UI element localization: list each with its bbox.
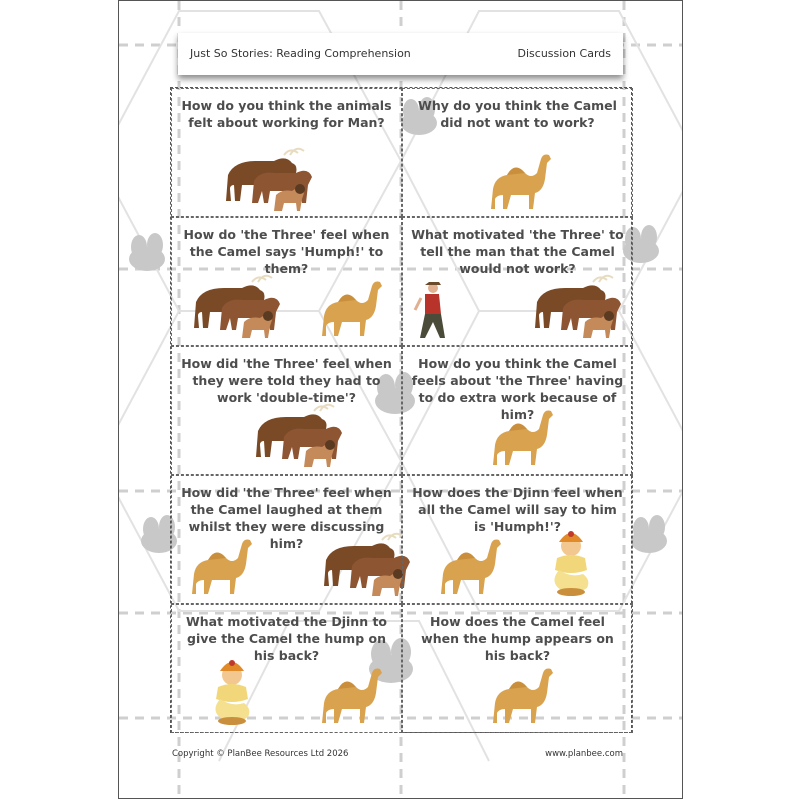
camel-icon	[483, 407, 555, 469]
card-question: How do 'the Three' feel when the Camel says 'Humph!' to them?	[183, 227, 390, 276]
footer-copyright: Copyright © PlanBee Resources Ltd 2026	[172, 749, 349, 759]
header-subtitle: Discussion Cards	[517, 47, 611, 60]
worksheet-header	[178, 33, 623, 75]
card-question: What motivated the Djinn to give the Camel the hump on his back?	[185, 614, 388, 663]
discussion-card	[171, 475, 402, 604]
camel-icon	[182, 536, 254, 598]
ox-horse-dog-icon	[242, 395, 346, 469]
discussion-card	[171, 88, 402, 217]
card-question: How does the Camel feel when the hump appears on his back?	[421, 614, 614, 663]
ox-horse-dog-icon	[521, 266, 625, 340]
djinn-icon	[541, 530, 601, 598]
discussion-card	[402, 88, 633, 217]
card-question: What motivated 'the Three' to tell the man that the Camel would not work?	[411, 227, 624, 276]
card-question: How did 'the Three' feel when they were told they had to work 'double-time'?	[181, 356, 392, 405]
discussion-card	[402, 475, 633, 604]
ox-horse-dog-icon	[310, 524, 414, 598]
discussion-card	[171, 217, 402, 346]
discussion-card	[402, 604, 633, 733]
discussion-card	[402, 217, 633, 346]
ox-horse-dog-icon	[212, 139, 316, 213]
discussion-card-grid	[170, 87, 632, 733]
footer-website: www.planbee.com	[545, 749, 623, 759]
discussion-card	[171, 604, 402, 733]
camel-icon	[312, 665, 384, 727]
ox-horse-dog-icon	[180, 266, 284, 340]
header-title: Just So Stories: Reading Comprehension	[190, 47, 411, 60]
discussion-card	[402, 346, 633, 475]
camel-icon	[483, 665, 555, 727]
discussion-card	[171, 346, 402, 475]
card-question: Why do you think the Camel did not want to work?	[418, 98, 617, 130]
card-question: How does the Djinn feel when all the Camel will say to him is 'Humph!'?	[412, 485, 623, 534]
camel-icon	[312, 278, 384, 340]
camel-icon	[481, 151, 553, 213]
worksheet-page	[118, 0, 683, 799]
card-question: How do you think the Camel feels about 'the Three' having to do extra work because of him?	[411, 356, 624, 422]
card-question: How do you think the animals felt about working for Man?	[181, 98, 392, 130]
card-question: How did 'the Three' feel when the Camel laughed at them whilst they were discussing him?	[181, 485, 392, 551]
djinn-icon	[202, 659, 262, 727]
camel-icon	[431, 536, 503, 598]
man-walking-icon	[411, 280, 451, 340]
